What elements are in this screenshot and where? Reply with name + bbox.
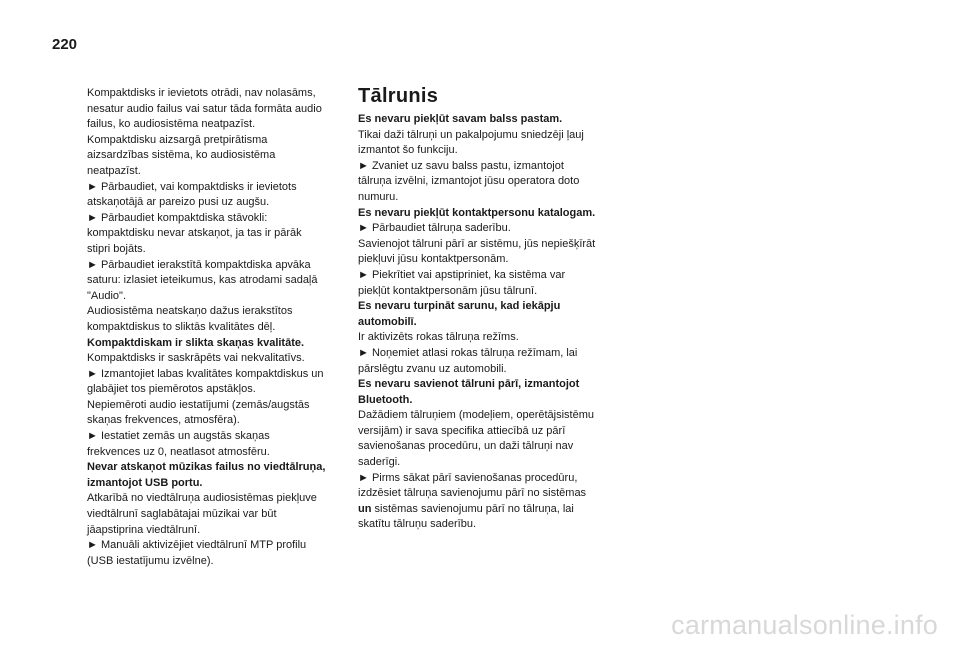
heading-line: izmantojot USB portu.	[87, 476, 203, 489]
text-line: glabājiet tos piemērotos apstākļos.	[87, 383, 256, 396]
text-line: ► Noņemiet atlasi rokas tālruņa režīmam, lai	[358, 346, 578, 359]
text-line: saderīgi.	[358, 456, 401, 469]
text-line: pārslēgtu zvanu uz automobili.	[358, 362, 507, 375]
text-line: tālruņa izvēlni, izmantojot jūsu operatora doto	[358, 175, 580, 188]
text-line: viedtālrunī saglabātajai mūzikai var būt	[87, 508, 277, 521]
text-line: skatītu tālruņu saderību.	[358, 518, 477, 531]
page-number: 220	[52, 36, 78, 53]
watermark: carmanualsonline.info	[671, 610, 938, 640]
text-line: piekļūt kontaktpersonām jūsu tālrunī.	[358, 284, 538, 297]
text-line: saturu: izlasiet ieteikumus, kas atrodami sadaļā	[87, 274, 318, 287]
text-line: Dažādiem tālruņiem (modeļiem, operētājsistēmu	[358, 409, 594, 422]
text-line: ► Pirms sākat pārī savienošanas procedūru,	[358, 471, 578, 484]
text-line: ► Zvaniet uz savu balss pastu, izmantojot	[358, 159, 564, 172]
text-line: ► Pārbaudiet, vai kompaktdisks ir ievietots	[87, 180, 297, 193]
text-line: versijām) ir sava specifika attiecībā uz pārī	[358, 424, 566, 437]
text-line: piekļuvi jūsu kontaktpersonām.	[358, 253, 509, 266]
text-line: (USB iestatījumu izvēlne).	[87, 554, 214, 567]
section-title: Tālrunis	[358, 85, 439, 107]
heading-line: Es nevaru turpināt sarunu, kad iekāpju	[358, 300, 561, 313]
text-line: kompaktdiskus to sliktās kvalitātes dēļ.	[87, 320, 276, 333]
text-line: Kompaktdisku aizsargā pretpirātisma	[87, 133, 268, 146]
text-line: ► Pārbaudiet tālruņa saderību.	[358, 222, 511, 235]
text-line: Tikai daži tālruņi un pakalpojumu sniedzēji ļauj	[358, 128, 584, 141]
text-line: aizsardzības sistēma, ko audiosistēma	[87, 149, 276, 162]
heading-line: Es nevaru piekļūt kontaktpersonu katalogam.	[358, 206, 596, 219]
heading-line: Es nevaru savienot tālruni pārī, izmantojot	[358, 378, 580, 391]
text-line: Nepiemēroti audio iestatījumi (zemās/augstās	[87, 398, 310, 411]
heading-line: Kompaktdiskam ir slikta skaņas kvalitāte.	[87, 336, 305, 349]
text-line: ► Manuāli aktivizējiet viedtālrunī MTP profilu	[87, 539, 307, 552]
text-line: Audiosistēma neatskaņo dažus ierakstītos	[87, 305, 293, 318]
heading-line: Bluetooth.	[358, 393, 413, 406]
text-line: izmantot šo funkciju.	[358, 144, 458, 157]
text-line: ► Pārbaudiet ierakstītā kompaktdiska apvāka	[87, 258, 311, 271]
text-line: neatpazīst.	[87, 164, 141, 177]
text-line: stipri bojāts.	[87, 242, 146, 255]
text-line: skaņas frekvences, atmosfēra).	[87, 414, 240, 427]
text-line: kompaktdisku nevar atskaņot, ja tas ir pārāk	[87, 227, 302, 240]
text-line: jāapstiprina viedtālrunī.	[87, 523, 201, 536]
right-column-text	[358, 112, 624, 533]
heading-line: Es nevaru piekļūt savam balss pastam.	[358, 113, 563, 125]
text-line: atskaņotājā ar pareizo pusi uz augšu.	[87, 196, 270, 209]
text-line: ► Pārbaudiet kompaktdiska stāvokli:	[87, 211, 268, 224]
text-line: ► Iestatiet zemās un augstās skaņas	[87, 430, 270, 443]
text-line: ► Piekrītiet vai apstipriniet, ka sistēma var	[358, 268, 566, 281]
text-line: Kompaktdisks ir ievietots otrādi, nav nolasāms,	[87, 87, 316, 99]
text-line: ► Izmantojiet labas kvalitātes kompaktdiskus un	[87, 367, 324, 380]
text-line: Savienojot tālruni pārī ar sistēmu, jūs nepiešķīrāt	[358, 237, 596, 250]
heading-line: Nevar atskaņot mūzikas failus no viedtālruņa,	[87, 461, 326, 474]
text-line: failus, ko audiosistēma neatpazīst.	[87, 118, 256, 131]
text-line: savienošanas procedūru, un daži tālruņi nav	[358, 440, 574, 453]
text-line: Ir aktivizēts rokas tālruņa režīms.	[358, 331, 519, 344]
text-line: izdzēsiet tālruņa savienojumu pārī no sistēmas	[358, 487, 587, 500]
text-line: nesatur audio failus vai satur tāda formāta audio	[87, 102, 322, 115]
text-line: un sistēmas savienojumu pārī no tālruņa, lai	[358, 502, 574, 515]
right-column	[358, 84, 624, 533]
text-line: Kompaktdisks ir saskrāpēts vai nekvalitatīvs.	[87, 352, 305, 365]
text-line: "Audio".	[87, 289, 126, 302]
text-line: frekvences uz 0, neatlasot atmosfēru.	[87, 445, 270, 458]
text-line: Atkarībā no viedtālruņa audiosistēmas piekļuve	[87, 492, 317, 505]
left-column	[87, 86, 349, 569]
text-line: numuru.	[358, 190, 399, 203]
heading-line: automobilī.	[358, 315, 417, 328]
